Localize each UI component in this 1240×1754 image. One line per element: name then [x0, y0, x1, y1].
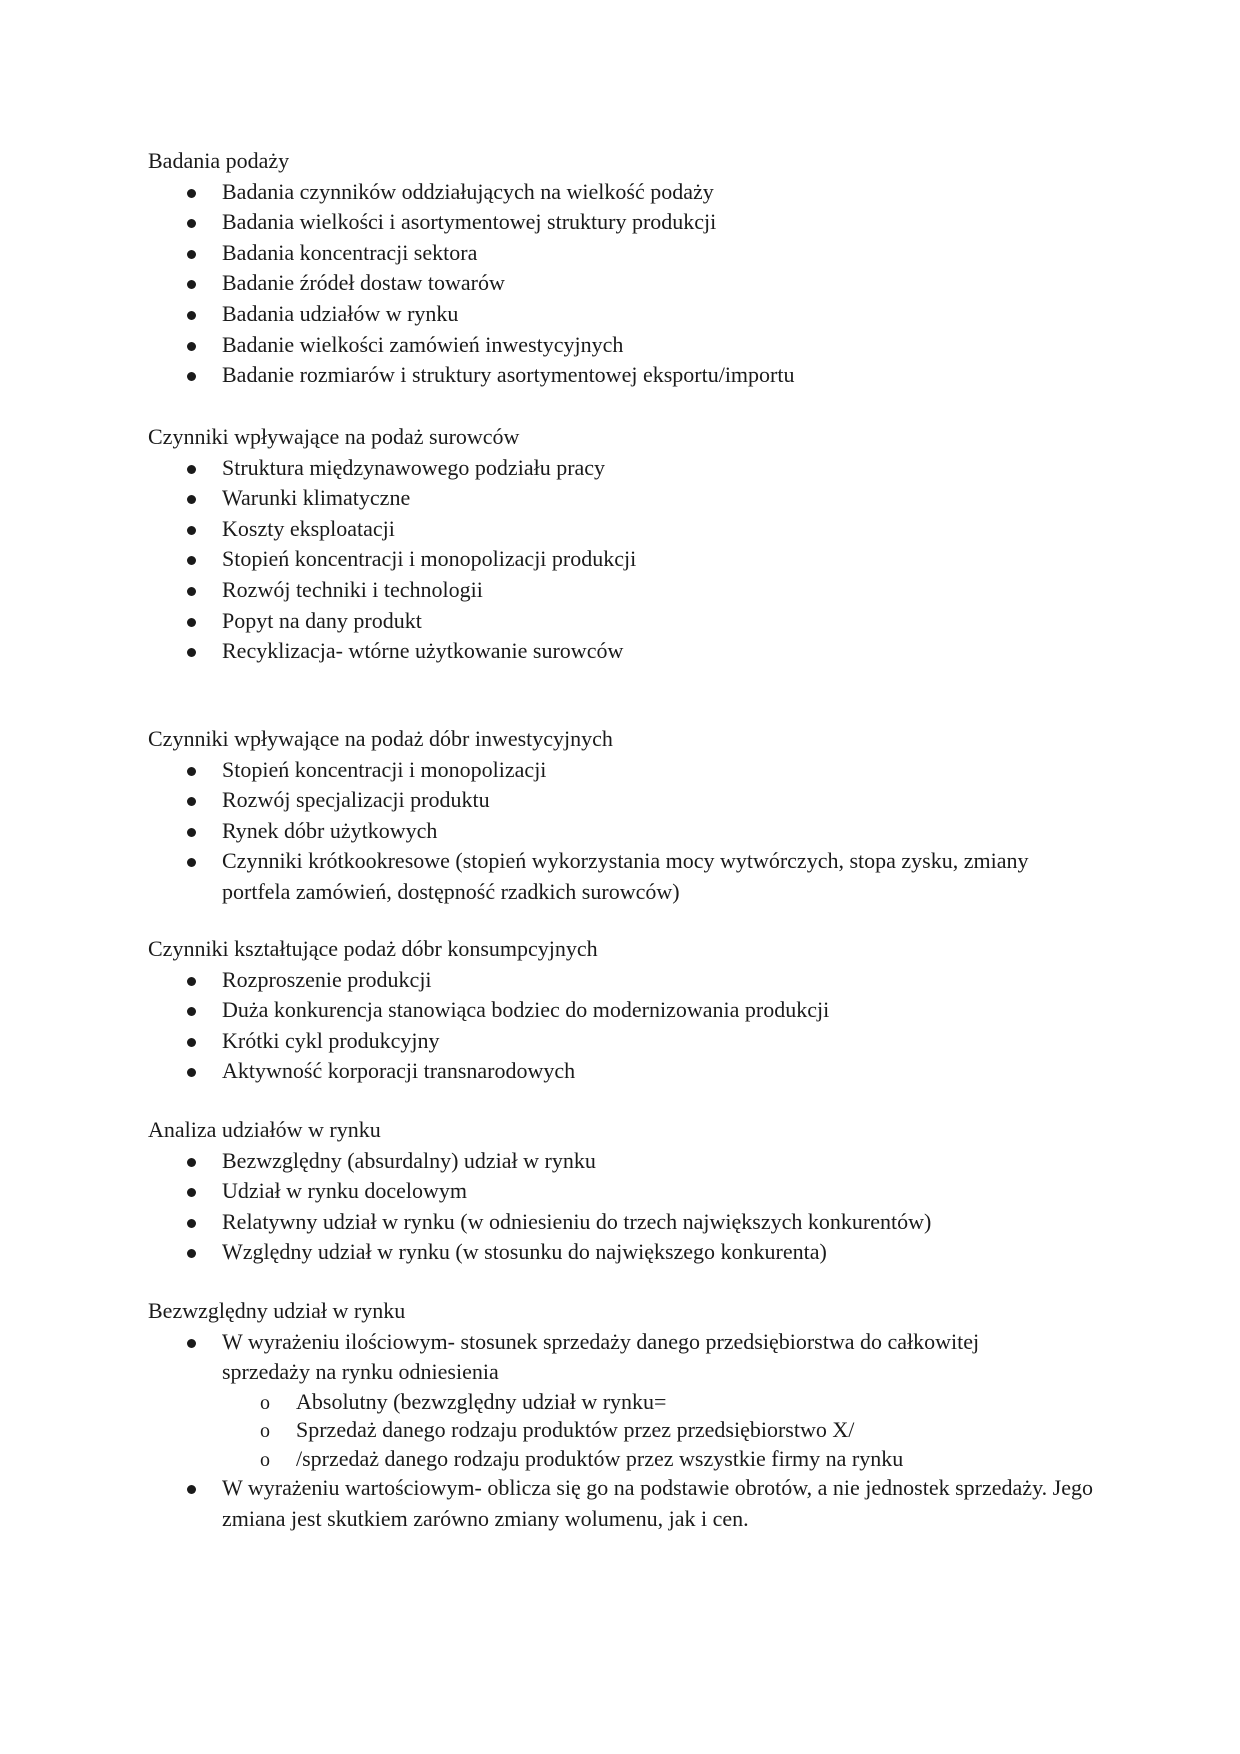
- list-item: [148, 755, 1108, 786]
- list-item-text: Koszty eksploatacji: [222, 515, 395, 541]
- list-item-text: Rynek dóbr użytkowych: [222, 817, 438, 843]
- bullet-list: [148, 453, 1108, 667]
- list-item: [148, 1327, 1052, 1474]
- bullet-icon: [187, 1188, 196, 1197]
- list-item-text: Rozwój techniki i technologii: [222, 576, 483, 602]
- list-item-text: Badania czynników oddziałujących na wielkość podaży: [222, 178, 714, 204]
- bullet-icon: [187, 977, 196, 986]
- bullet-icon: [187, 465, 196, 474]
- section-badania-podazy: [148, 146, 1108, 391]
- bullet-icon: [187, 372, 196, 381]
- section-heading: Czynniki kształtujące podaż dóbr konsumpcyjnych: [148, 936, 598, 961]
- list-item-text: Badania koncentracji sektora: [222, 239, 478, 265]
- bullet-icon: [187, 797, 196, 806]
- sub-list-item: [222, 1416, 1052, 1445]
- list-item: [148, 330, 1108, 361]
- bullet-icon: [187, 858, 196, 867]
- list-item: [148, 816, 1108, 847]
- list-item-text: Duża konkurencja stanowiąca bodziec do modernizowania produkcji: [222, 997, 830, 1023]
- bullet-icon: [187, 526, 196, 535]
- list-item: [148, 606, 1108, 637]
- list-item-text: Badanie źródeł dostaw towarów: [222, 270, 505, 296]
- bullet-icon: [187, 1249, 196, 1258]
- bullet-icon: [187, 311, 196, 320]
- list-item-text: Krótki cykl produkcyjny: [222, 1027, 440, 1053]
- bullet-icon: [187, 1339, 196, 1348]
- list-item: [148, 483, 1108, 514]
- bullet-icon: [187, 1007, 196, 1016]
- list-item: [148, 636, 1108, 667]
- list-item: [148, 299, 1108, 330]
- sub-list-item: [222, 1445, 1052, 1474]
- bullet-icon: [187, 280, 196, 289]
- list-item-text: Względny udział w rynku (w stosunku do największego konkurenta): [222, 1239, 827, 1265]
- list-item: [148, 207, 1108, 238]
- list-item: [148, 1176, 1108, 1207]
- list-item: [148, 1473, 1112, 1534]
- bullet-icon: [187, 495, 196, 504]
- list-item-text: Badania wielkości i asortymentowej struktury produkcji: [222, 209, 717, 235]
- sub-list-item-text: Sprzedaż danego rodzaju produktów przez przedsiębiorstwo X/: [296, 1417, 855, 1443]
- list-item: [148, 514, 1108, 545]
- list-item-text: Relatywny udział w rynku (w odniesieniu do trzech największych konkurentów): [222, 1208, 932, 1234]
- list-item: [148, 995, 1108, 1026]
- section-czynniki-inwestycyjnych: [148, 724, 1108, 908]
- list-item: [148, 1026, 1108, 1057]
- bullet-icon: [187, 219, 196, 228]
- section-heading: Badania podaży: [148, 148, 290, 173]
- bullet-icon: [187, 1219, 196, 1228]
- bullet-list: [148, 755, 1108, 908]
- list-item: [148, 846, 1042, 907]
- bullet-icon: [187, 1068, 196, 1077]
- section-analiza-udzialow: [148, 1115, 1108, 1268]
- bullet-icon: [187, 1485, 196, 1494]
- list-item: [148, 1146, 1108, 1177]
- list-item-text: Stopień koncentracji i monopolizacji produkcji: [222, 546, 637, 572]
- list-item: [148, 785, 1108, 816]
- bullet-icon: [187, 189, 196, 198]
- section-czynniki-konsumpcyjnych: [148, 934, 1108, 1087]
- list-item-text: Udział w rynku docelowym: [222, 1178, 467, 1204]
- section-czynniki-surowcow: [148, 422, 1108, 667]
- bullet-list: [148, 177, 1108, 391]
- list-item-text: Stopień koncentracji i monopolizacji: [222, 756, 547, 782]
- bullet-list: [148, 1327, 1108, 1535]
- sub-list-item-text: /sprzedaż danego rodzaju produktów przez wszystkie firmy na rynku: [296, 1445, 904, 1471]
- list-item-text: Popyt na dany produkt: [222, 607, 422, 633]
- circle-bullet-icon: o: [260, 1448, 270, 1471]
- sub-list: [222, 1388, 1052, 1474]
- list-item-text: Rozwój specjalizacji produktu: [222, 787, 490, 813]
- list-item-text: Badanie wielkości zamówień inwestycyjnych: [222, 331, 624, 357]
- list-item-text: Warunki klimatyczne: [222, 485, 411, 511]
- list-item-text: Rozproszenie produkcji: [222, 966, 432, 992]
- section-heading: Czynniki wpływające na podaż dóbr inwestycyjnych: [148, 726, 613, 751]
- section-heading: Czynniki wpływające na podaż surowców: [148, 424, 520, 449]
- bullet-icon: [187, 587, 196, 596]
- bullet-list: [148, 965, 1108, 1087]
- list-item: [148, 1207, 1108, 1238]
- list-item: [148, 1237, 1108, 1268]
- list-item: [148, 453, 1108, 484]
- list-item: [148, 268, 1108, 299]
- list-item-text: Bezwzględny (absurdalny) udział w rynku: [222, 1147, 596, 1173]
- circle-bullet-icon: o: [260, 1391, 270, 1414]
- bullet-icon: [187, 556, 196, 565]
- bullet-icon: [187, 828, 196, 837]
- list-item: [148, 965, 1108, 996]
- bullet-icon: [187, 250, 196, 259]
- bullet-icon: [187, 1158, 196, 1167]
- list-item: [148, 360, 1108, 391]
- sub-list-item-text: Absolutny (bezwzględny udział w rynku=: [296, 1388, 667, 1414]
- circle-bullet-icon: o: [260, 1420, 270, 1443]
- list-item-text: W wyrażeniu wartościowym- oblicza się go na podstawie obrotów, a nie jednostek sprzedaży. Jego zmiana jest skutkiem zarówno zmiany wolumenu, jak i cen.: [222, 1475, 1093, 1531]
- list-item-text: Badania udziałów w rynku: [222, 300, 459, 326]
- list-item-text: Struktura międzynawowego podziału pracy: [222, 454, 606, 480]
- section-bezwzgledny-udzial: [148, 1296, 1108, 1534]
- sub-list-item: [222, 1388, 1052, 1417]
- list-item: [148, 575, 1108, 606]
- bullet-icon: [187, 648, 196, 657]
- list-item-text: W wyrażeniu ilościowym- stosunek sprzedaży danego przedsiębiorstwa do całkowitej sprzedaży na rynku odniesienia: [222, 1328, 980, 1385]
- section-heading: Bezwzględny udział w rynku: [148, 1298, 406, 1323]
- section-heading: Analiza udziałów w rynku: [148, 1117, 381, 1142]
- list-item-text: Aktywność korporacji transnarodowych: [222, 1058, 576, 1084]
- list-item: [148, 544, 1108, 575]
- list-item-text: Recyklizacja- wtórne użytkowanie surowców: [222, 638, 624, 664]
- bullet-icon: [187, 767, 196, 776]
- list-item-text: Czynniki krótkookresowe (stopień wykorzystania mocy wytwórczych, stopa zysku, zmiany portfela zamówień, dostępność rzadkich surowców): [222, 848, 1029, 904]
- list-item: [148, 1056, 1108, 1087]
- bullet-list: [148, 1146, 1108, 1268]
- bullet-icon: [187, 1038, 196, 1047]
- bullet-icon: [187, 618, 196, 627]
- bullet-icon: [187, 342, 196, 351]
- list-item-text: Badanie rozmiarów i struktury asortymentowej eksportu/importu: [222, 362, 795, 388]
- list-item: [148, 177, 1108, 208]
- list-item: [148, 238, 1108, 269]
